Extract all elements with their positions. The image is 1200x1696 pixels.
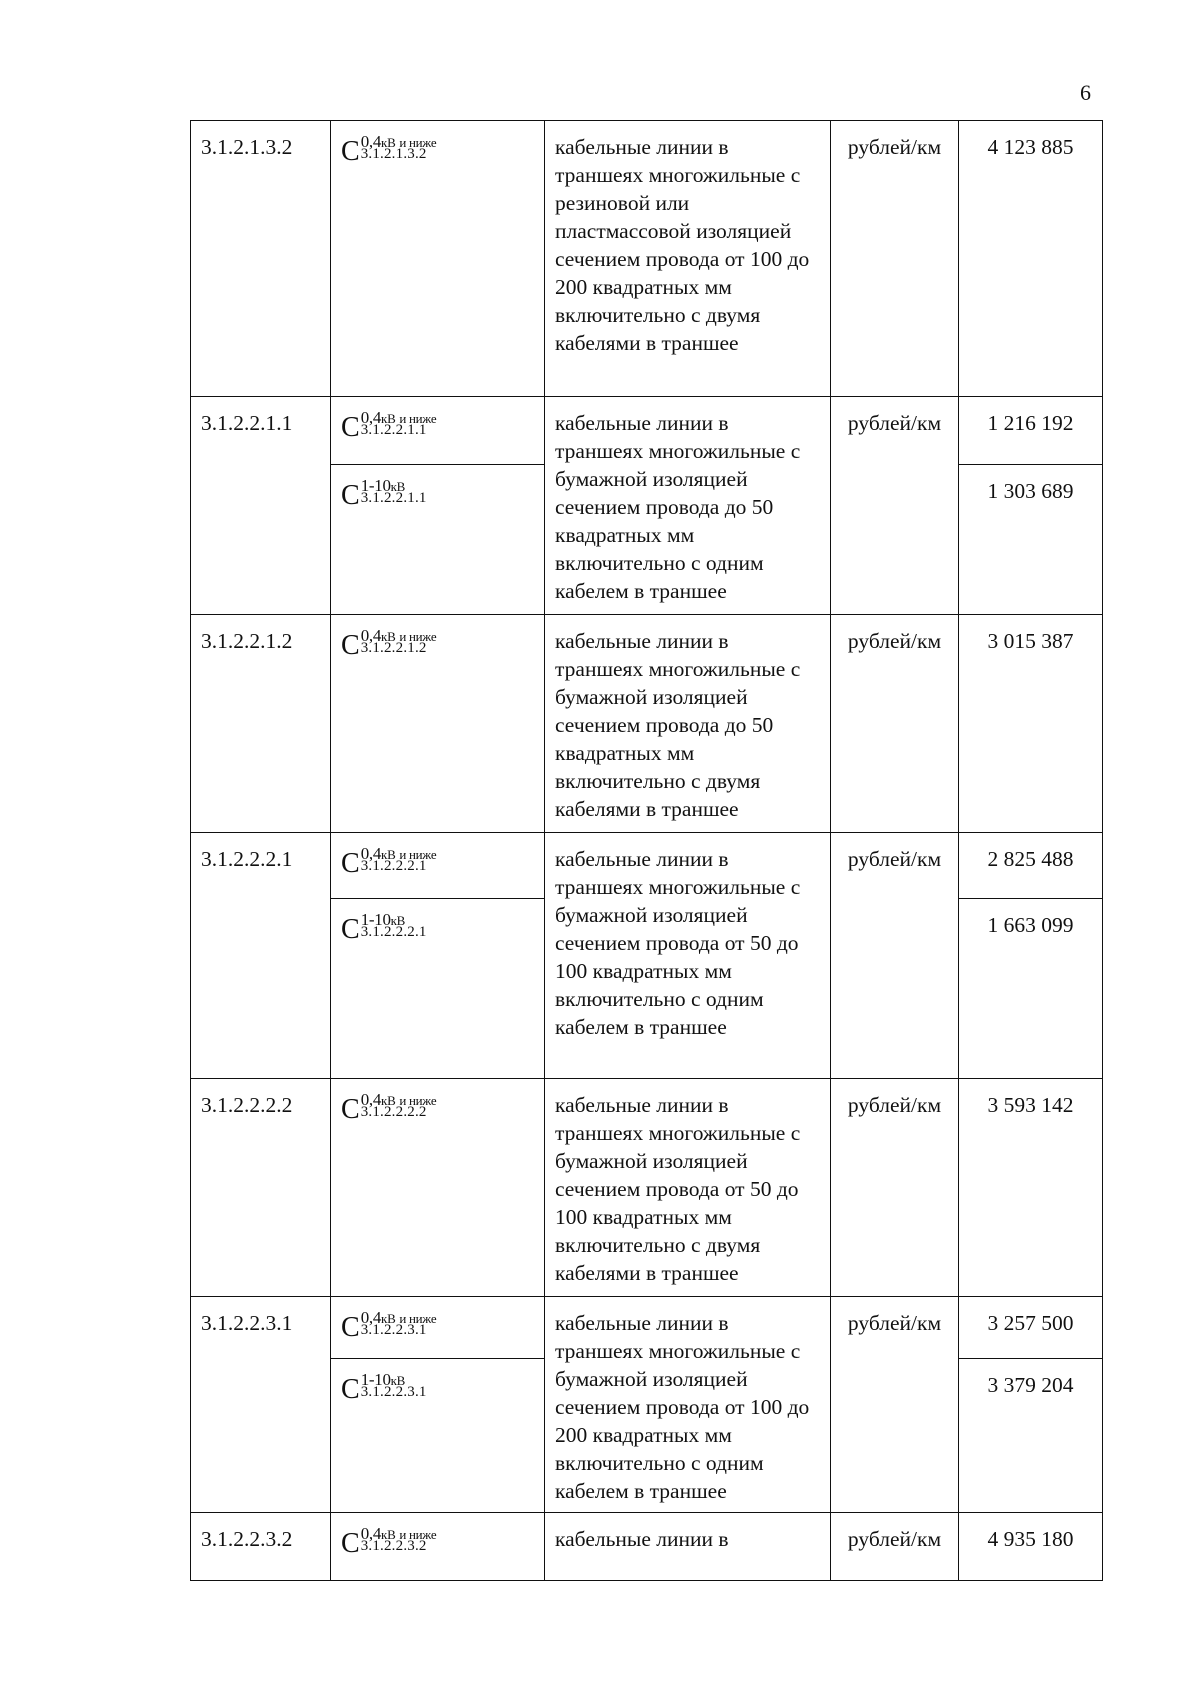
row-unit: рублей/км <box>831 833 959 1079</box>
rate-symbol-cell <box>331 1359 545 1513</box>
rate-symbol: C 0,4кВ и ниже 3.1.2.2.2.1 <box>341 844 437 879</box>
rate-symbol: C 0,4кВ и ниже 3.1.2.2.2.2 <box>341 1090 437 1125</box>
table-row <box>191 615 1103 833</box>
row-code: 3.1.2.2.1.1 <box>191 397 331 615</box>
rate-symbol: C 0,4кВ и ниже 3.1.2.2.3.1 <box>341 1308 437 1343</box>
table-row <box>191 397 1103 465</box>
rate-symbol: C 0,4кВ и ниже 3.1.2.2.3.2 <box>341 1524 437 1559</box>
rate-value: 1 216 192 <box>959 397 1103 465</box>
row-code: 3.1.2.2.1.2 <box>191 615 331 833</box>
rate-symbol-cell <box>331 465 545 615</box>
rate-symbol: C 0,4кВ и ниже 3.1.2.1.3.2 <box>341 132 437 167</box>
rate-value: 1 303 689 <box>959 465 1103 615</box>
row-code: 3.1.2.1.3.2 <box>191 121 331 397</box>
rate-symbol: C 0,4кВ и ниже 3.1.2.2.1.2 <box>341 626 437 661</box>
rate-symbol-cell <box>331 833 545 899</box>
table-row <box>191 1079 1103 1297</box>
rate-value: 3 015 387 <box>959 615 1103 833</box>
row-unit: рублей/км <box>831 1079 959 1297</box>
rate-symbol: C 1-10кВ 3.1.2.2.3.1 <box>341 1370 427 1405</box>
rate-symbol-cell <box>331 899 545 1079</box>
row-unit: рублей/км <box>831 615 959 833</box>
rate-symbol: C 0,4кВ и ниже 3.1.2.2.1.1 <box>341 408 437 443</box>
table-row <box>191 121 1103 397</box>
rate-value: 3 379 204 <box>959 1359 1103 1513</box>
row-unit: рублей/км <box>831 121 959 397</box>
row-code: 3.1.2.2.3.1 <box>191 1297 331 1513</box>
row-unit: рублей/км <box>831 1297 959 1513</box>
row-code: 3.1.2.2.2.2 <box>191 1079 331 1297</box>
rates-table <box>190 120 1103 1581</box>
rate-value: 4 935 180 <box>959 1513 1103 1581</box>
row-description: кабельные линии в траншеях многожильные с бумажной изоляцией сечением провода от 50 до 100 квадратных мм включительно с двумя кабелями в траншее <box>545 1079 831 1297</box>
rate-symbol-cell <box>331 1079 545 1297</box>
rate-value: 3 593 142 <box>959 1079 1103 1297</box>
row-code: 3.1.2.2.2.1 <box>191 833 331 1079</box>
rate-value: 4 123 885 <box>959 121 1103 397</box>
rate-symbol-cell <box>331 615 545 833</box>
table-row <box>191 1513 1103 1581</box>
rate-symbol-cell <box>331 1297 545 1359</box>
rate-symbol-cell <box>331 121 545 397</box>
row-unit: рублей/км <box>831 1513 959 1581</box>
page-number: 6 <box>1080 80 1091 105</box>
rate-value: 1 663 099 <box>959 899 1103 1079</box>
rate-symbol: C 1-10кВ 3.1.2.2.1.1 <box>341 476 427 511</box>
rate-symbol-cell <box>331 397 545 465</box>
rate-symbol-cell <box>331 1513 545 1581</box>
row-description: кабельные линии в траншеях многожильные с бумажной изоляцией сечением провода от 50 до 100 квадратных мм включительно с одним кабелем в траншее <box>545 833 831 1079</box>
row-description: кабельные линии в траншеях многожильные с резиновой или пластмассовой изоляцией сечением провода от 100 до 200 квадратных мм включительно с двумя кабелями в траншее <box>545 121 831 397</box>
row-description: кабельные линии в траншеях многожильные с бумажной изоляцией сечением провода от 100 до 200 квадратных мм включительно с одним кабелем в траншее <box>545 1297 831 1513</box>
table-row <box>191 833 1103 899</box>
rate-symbol: C 1-10кВ 3.1.2.2.2.1 <box>341 910 427 945</box>
row-description: кабельные линии в траншеях многожильные с бумажной изоляцией сечением провода до 50 квадратных мм включительно с одним кабелем в траншее <box>545 397 831 615</box>
row-description: кабельные линии в траншеях многожильные с бумажной изоляцией сечением провода до 50 квадратных мм включительно с двумя кабелями в траншее <box>545 615 831 833</box>
row-description: кабельные линии в <box>545 1513 831 1581</box>
rate-value: 2 825 488 <box>959 833 1103 899</box>
rates-table-body <box>191 121 1103 1581</box>
table-row <box>191 1297 1103 1359</box>
row-unit: рублей/км <box>831 397 959 615</box>
rate-value: 3 257 500 <box>959 1297 1103 1359</box>
row-code: 3.1.2.2.3.2 <box>191 1513 331 1581</box>
